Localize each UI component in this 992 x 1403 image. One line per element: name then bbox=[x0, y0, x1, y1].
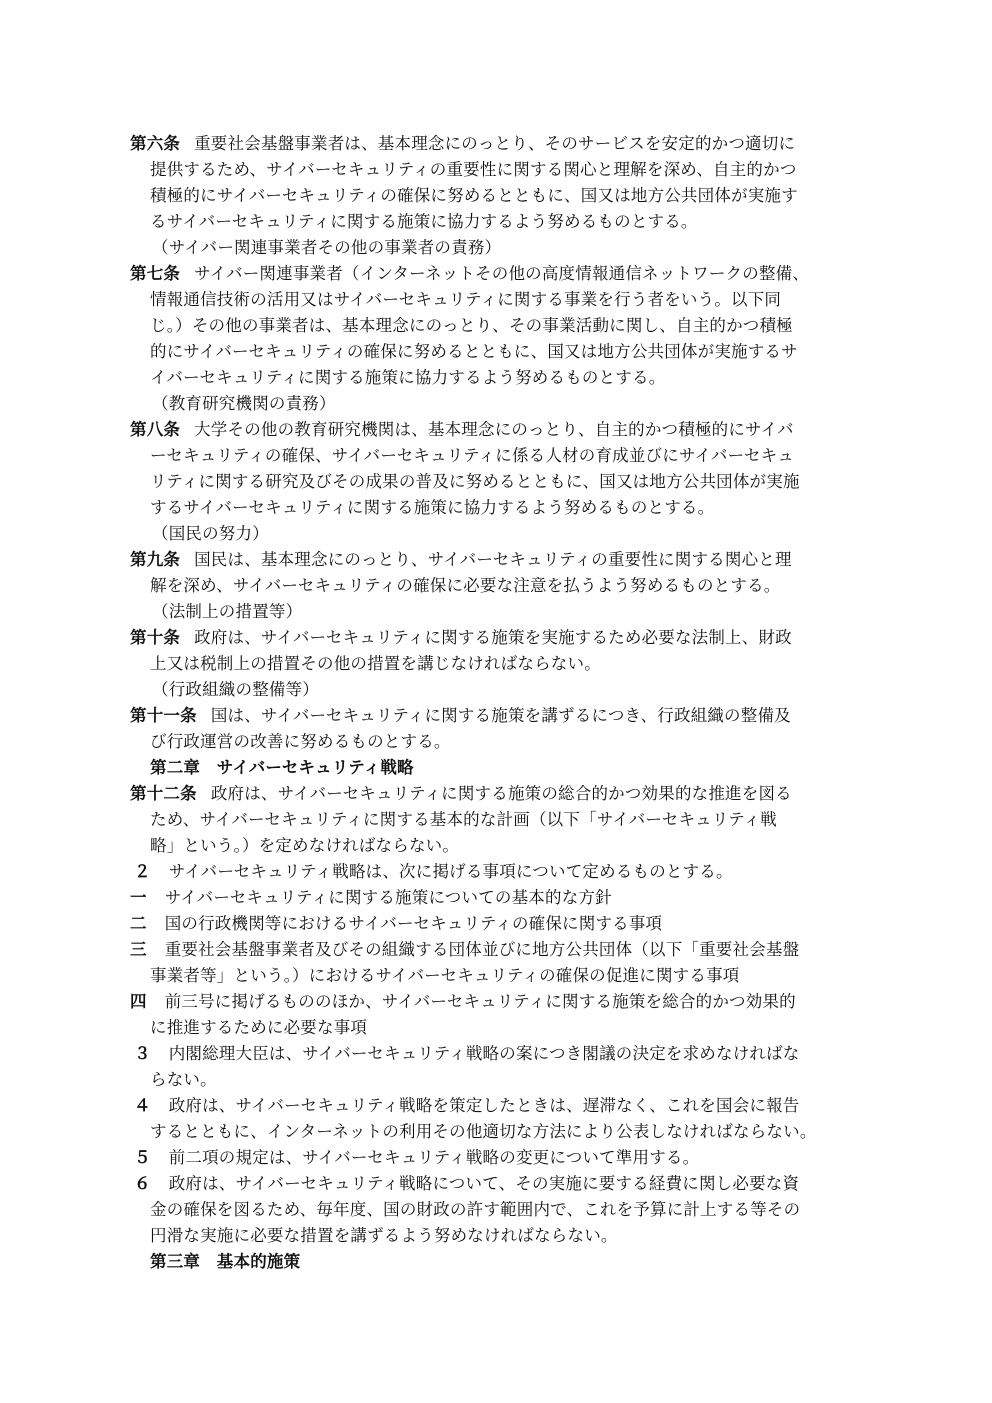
article-caption: （行政組織の整備等） bbox=[152, 680, 319, 699]
item-2 bbox=[130, 911, 870, 937]
paragraph-text: 前二項の規定は、サイバーセキュリティ戦略の変更について準用する。 bbox=[168, 1148, 700, 1167]
article-11-line-1 bbox=[130, 703, 870, 729]
paragraph-number: ３ bbox=[134, 1044, 151, 1063]
article-10-line-1 bbox=[130, 625, 870, 651]
text-line: 解を深め、サイバーセキュリティの確保に必要な注意を払うよう努めるものとする。 bbox=[150, 576, 781, 595]
paragraph-3 bbox=[130, 1041, 870, 1067]
paragraph-text: 政府は、サイバーセキュリティ戦略を策定したときは、遅滞なく、これを国会に報告 bbox=[168, 1096, 800, 1115]
text-line: するとともに、インターネットの利用その他適切な方法により公表しなければならない。 bbox=[150, 1122, 817, 1141]
article-8-line-1 bbox=[130, 417, 870, 443]
text-line: リティに関する研究及びその成果の普及に努めるとともに、国又は地方公共団体が実施 bbox=[150, 472, 800, 491]
text-line: るサイバーセキュリティに関する施策に協力するよう努めるものとする。 bbox=[150, 212, 698, 231]
text-line: 事業者等」という。）におけるサイバーセキュリティの確保の促進に関する事項 bbox=[150, 966, 740, 985]
article-caption: （サイバー関連事業者その他の事業者の責務） bbox=[152, 238, 502, 257]
article-caption: （国民の努力） bbox=[152, 524, 269, 543]
text-line: イバーセキュリティに関する施策に協力するよう努めるものとする。 bbox=[150, 368, 666, 387]
article-9-line-1 bbox=[130, 547, 870, 573]
article-number: 第十条 bbox=[130, 628, 181, 647]
article-6-line-1 bbox=[130, 131, 870, 157]
article-number: 第九条 bbox=[130, 550, 181, 569]
text-line: に推進するために必要な事項 bbox=[150, 1018, 368, 1037]
item-number: 二 bbox=[130, 914, 147, 933]
paragraph-5 bbox=[130, 1145, 870, 1171]
item-text: 前三号に掲げるもののほか、サイバーセキュリティに関する施策を総合的かつ効果的 bbox=[164, 992, 796, 1011]
article-caption: （法制上の措置等） bbox=[152, 602, 303, 621]
text-line: 上又は税制上の措置その他の措置を講じなければならない。 bbox=[150, 654, 601, 673]
item-3 bbox=[130, 937, 870, 963]
text-line: 提供するため、サイバーセキュリティの重要性に関する関心と理解を深め、自主的かつ bbox=[150, 160, 797, 179]
article-number: 第八条 bbox=[130, 420, 181, 439]
article-text: 国は、サイバーセキュリティに関する施策を講ずるにつき、行政組織の整備及 bbox=[210, 706, 791, 725]
article-number: 第六条 bbox=[130, 134, 181, 153]
article-text: 国民は、基本理念にのっとり、サイバーセキュリティの重要性に関する関心と理 bbox=[194, 550, 792, 569]
paragraph-4 bbox=[130, 1093, 870, 1119]
item-number: 四 bbox=[130, 992, 147, 1011]
item-text: 国の行政機関等におけるサイバーセキュリティの確保に関する事項 bbox=[164, 914, 663, 933]
text-line: 情報通信技術の活用又はサイバーセキュリティに関する事業を行う者をいう。以下同 bbox=[150, 290, 782, 309]
text-line: 積極的にサイバーセキュリティの確保に努めるとともに、国又は地方公共団体が実施す bbox=[150, 186, 798, 205]
text-line: ーセキュリティの確保、サイバーセキュリティに係る人材の育成並びにサイバーセキュ bbox=[150, 446, 795, 465]
article-text: 重要社会基盤事業者は、基本理念にのっとり、そのサービスを安定的かつ適切に bbox=[194, 134, 796, 153]
article-text: サイバー関連事業者（インターネットその他の高度情報通信ネットワークの整備、 bbox=[194, 264, 810, 283]
item-1 bbox=[130, 885, 870, 911]
paragraph-2 bbox=[130, 859, 870, 885]
text-line: じ。）その他の事業者は、基本理念にのっとり、その事業活動に関し、自主的かつ積極 bbox=[150, 316, 793, 335]
text-line: らない。 bbox=[150, 1070, 217, 1089]
article-caption: （教育研究機関の責務） bbox=[152, 394, 336, 413]
paragraph-number: ６ bbox=[134, 1174, 151, 1193]
article-12-line-1 bbox=[130, 781, 870, 807]
article-text: 大学その他の教育研究機関は、基本理念にのっとり、自主的かつ積極的にサイバ bbox=[194, 420, 794, 439]
paragraph-number: ５ bbox=[134, 1148, 151, 1167]
chapter-heading: 第二章 サイバーセキュリティ戦略 bbox=[150, 758, 414, 777]
paragraph-text: 政府は、サイバーセキュリティ戦略について、その実施に要する経費に関し必要な資 bbox=[168, 1174, 800, 1193]
paragraph-6 bbox=[130, 1171, 870, 1197]
item-text: 重要社会基盤事業者及びその組織する団体並びに地方公共団体（以下「重要社会基盤 bbox=[164, 940, 800, 959]
article-number: 第十一条 bbox=[130, 706, 197, 725]
paragraph-text: サイバーセキュリティ戦略は、次に掲げる事項について定めるものとする。 bbox=[168, 862, 733, 881]
item-number: 三 bbox=[130, 940, 147, 959]
text-line: ため、サイバーセキュリティに関する基本的な計画（以下「サイバーセキュリティ戦 bbox=[150, 810, 778, 829]
text-line: 円滑な実施に必要な措置を講ずるよう努めなければならない。 bbox=[150, 1226, 618, 1245]
chapter-heading: 第三章 基本的施策 bbox=[150, 1252, 301, 1271]
paragraph-text: 内閣総理大臣は、サイバーセキュリティ戦略の案につき閣議の決定を求めなければな bbox=[168, 1044, 800, 1063]
item-number: 一 bbox=[130, 888, 147, 907]
article-number: 第七条 bbox=[130, 264, 181, 283]
article-number: 第十二条 bbox=[130, 784, 197, 803]
text-line: 金の確保を図るため、毎年度、国の財政の許す範囲内で、これを予算に計上する等その bbox=[150, 1200, 801, 1219]
article-text: 政府は、サイバーセキュリティに関する施策を実施するため必要な法制上、財政 bbox=[194, 628, 792, 647]
article-text: 政府は、サイバーセキュリティに関する施策の総合的かつ効果的な推進を図る bbox=[210, 784, 792, 803]
text-line: するサイバーセキュリティに関する施策に協力するよう努めるものとする。 bbox=[150, 498, 715, 517]
paragraph-number: ２ bbox=[134, 862, 151, 881]
text-line: 略」という。）を定めなければならない。 bbox=[150, 836, 460, 855]
article-7-line-1 bbox=[130, 261, 870, 287]
item-text: サイバーセキュリティに関する施策についての基本的な方針 bbox=[164, 888, 612, 907]
text-line: 的にサイバーセキュリティの確保に努めるとともに、国又は地方公共団体が実施するサ bbox=[150, 342, 798, 361]
text-line: び行政運営の改善に努めるものとする。 bbox=[150, 732, 451, 751]
item-4 bbox=[130, 989, 870, 1015]
paragraph-number: ４ bbox=[134, 1096, 151, 1115]
document-page bbox=[130, 131, 870, 1275]
